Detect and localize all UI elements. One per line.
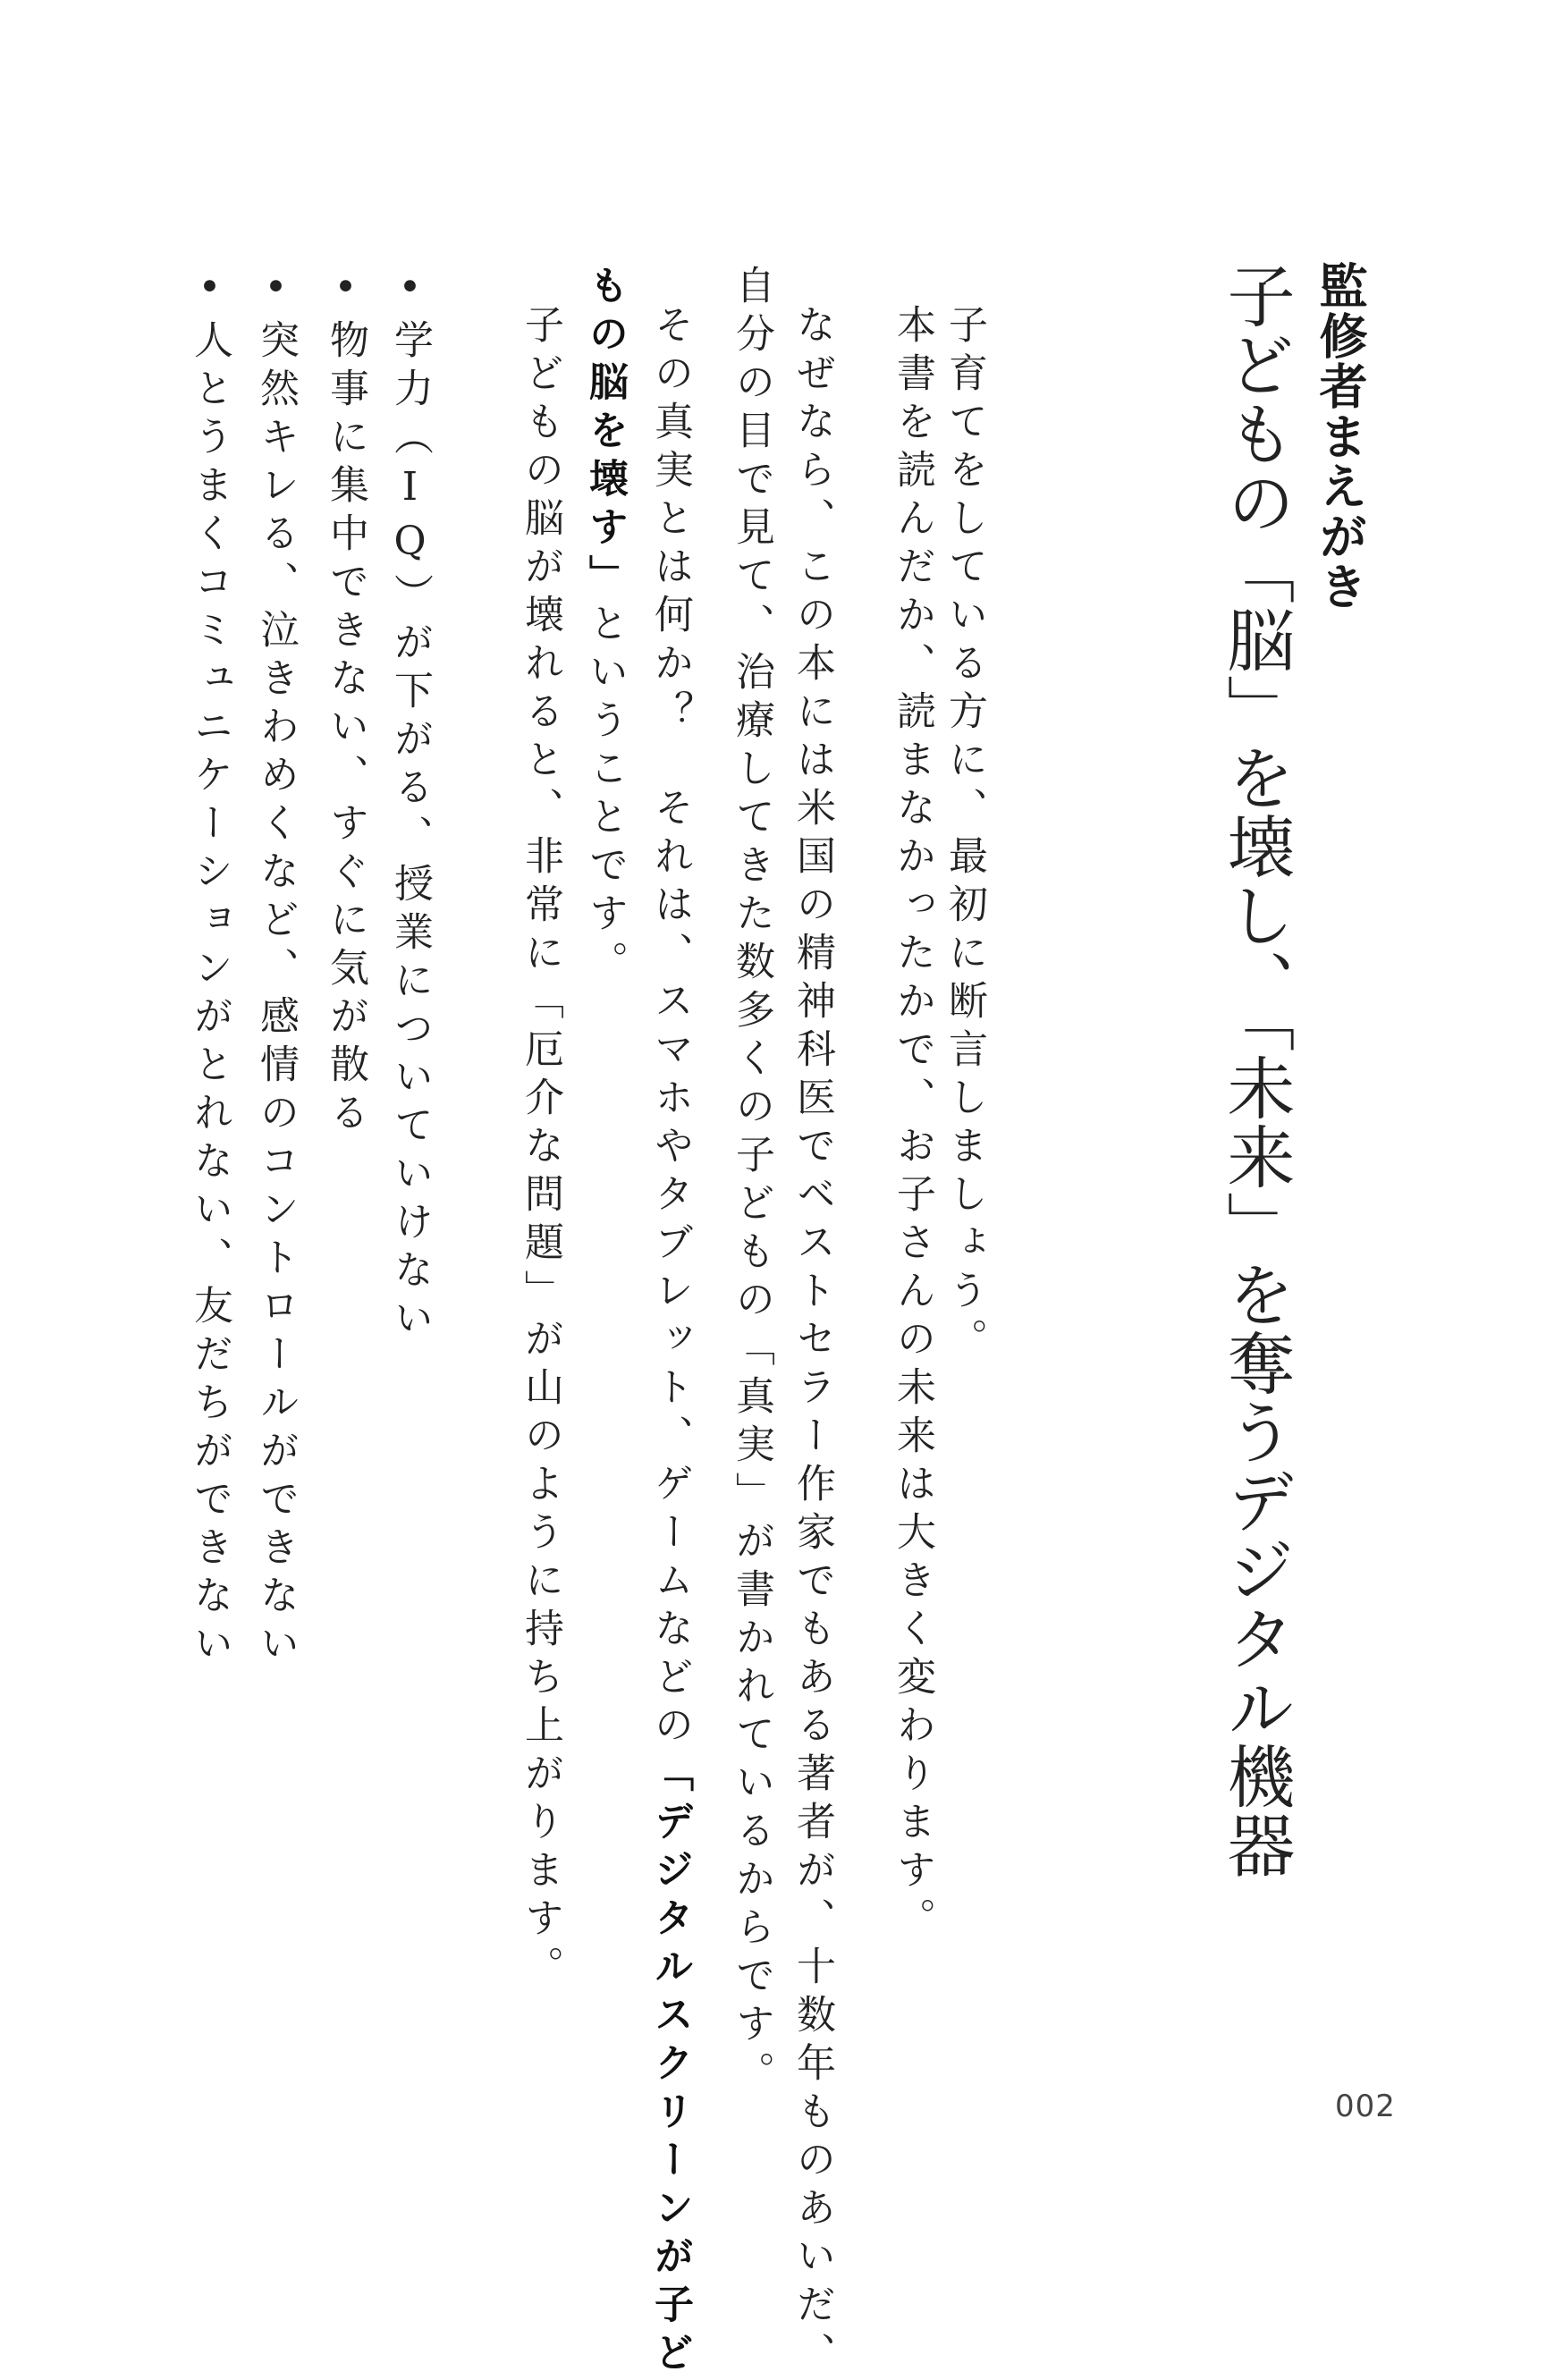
body-line-3: なぜなら、この本には米国の精神科医でベストセラー作家でもある著者が、十数年ものあいだ、 <box>790 304 835 2380</box>
body-line-5 <box>647 304 693 2380</box>
body-line-4: 自分の目で見て、治療してきた数多くの子どもの「真実」が書かれているからです。 <box>729 265 774 2099</box>
body-line-5-emphasis: 「デジタルスクリーンが子ど <box>647 1752 693 2380</box>
chapter-headline: 子どもの「脳」を壊し、「未来」を奪うデジタル機器 <box>1216 261 1296 1879</box>
body-line-6 <box>582 265 628 989</box>
body-line-5-text: その真実とは何か？ それは、スマホやタブレット、ゲームなどの <box>647 304 693 1752</box>
body-line-6-text: ということです。 <box>582 603 628 989</box>
section-label: 監修者まえがき <box>1312 261 1368 612</box>
bullet-item-4: •人とうまくコミュニケーションがとれない、友だちができない <box>187 265 232 1671</box>
body-line-2: 本書を読んだか、読まなかったかで、お子さんの未来は大きく変わります。 <box>890 304 935 1945</box>
bullet-item-1: •学力（IQ）が下がる、授業についていけない <box>387 265 433 1346</box>
body-line-6-emphasis: もの脳を壊す」 <box>582 265 628 603</box>
body-line-7: 子どもの脳が壊れると、非常に「厄介な問題」が山のように持ち上がります。 <box>518 304 563 1994</box>
bullet-item-2: •物事に集中できない、すぐに気が散る <box>323 265 368 1140</box>
page-number: 002 <box>1335 2089 1396 2124</box>
bullet-item-3: •突然キレる、泣きわめくなど、感情のコントロールができない <box>253 265 299 1671</box>
body-line-1: 子育てをしている方に、最初に断言しましょう。 <box>942 304 987 1366</box>
